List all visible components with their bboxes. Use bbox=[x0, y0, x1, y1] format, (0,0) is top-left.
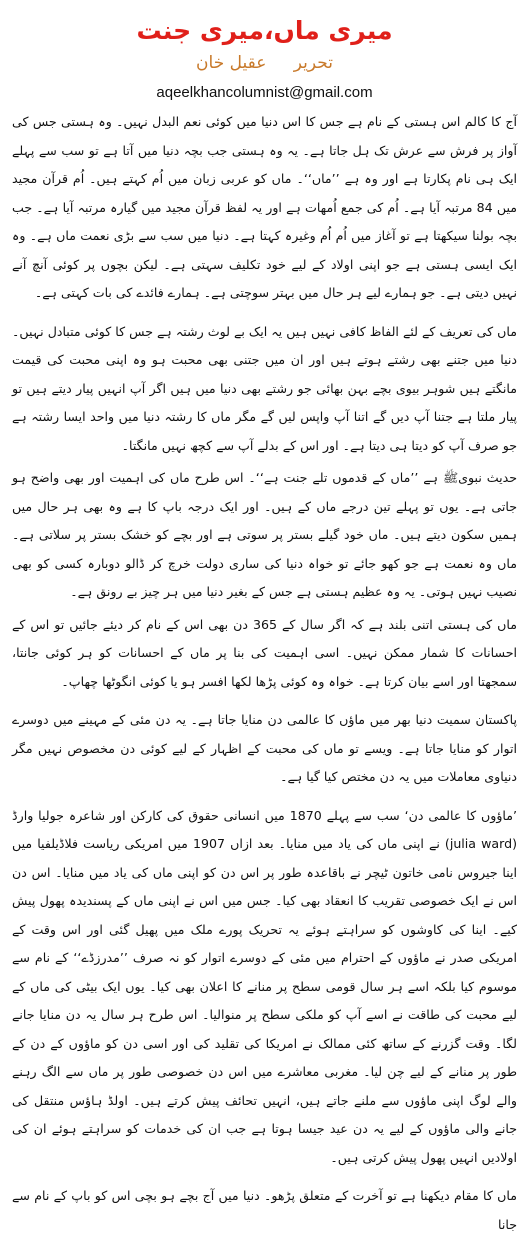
paragraph-history: ’ماؤوں کا عالمی دن‘ سب سے پہلے 1870 میں انسانی حقوق کی کارکن اور شاعرہ جولیا وارڈ (julia ward) نے اپنی ماں کی یاد میں منایا۔ بعد ازاں 1907 میں امریکی ریاست فلاڈیلفیا میں اینا جیروس نامی خاتون ٹیچر نے باقاعدہ طور پر اس دن کو اپنی ماں کی یاد میں منایا۔ اس دن اس نے ایک خصوصی تقریب کا انعقاد بھی کیا۔ جس میں اس نے اپنی ماں کے پسندیدہ پھول پیش کیے۔ اینا کی کاوشوں کو سراہتے ہوئے یہ تحریک پورے ملک میں پھیل گئی اور اس وقت کے امریکی صدر نے ماؤوں کے احترام میں مئی کے دوسرے اتوار کو نہ صرف ’’مدرزڈے‘‘ کے نام سے موسوم کیا بلکہ اسے ہر سال قومی سطح پر منانے کا اعلان بھی کیا۔ یوں ایک بیٹی کی ماں کے لیے محبت کی طاقت نے اسے آپ کو ملکی سطح پر منوالیا۔ اس طرح ہر سال یہ دن منایا جانے لگا۔ وقت گزرنے کے ساتھ کئی ممالک نے امریکا کی تقلید کی اور اسی دن کو ماؤوں کے دن کے طور پر منانے کے لیے چن لیا۔ مغربی معاشرے میں اس دن خصوصی طور پر ماں سے الگ رہنے والے لوگ اپنی ماؤوں سے ملنے جاتے ہیں، انہیں تحائف پیش کرتے ہیں۔ اولڈ ہاؤس منتقل کی جانے والی ماؤوں کے لیے یہ دن عید جیسا ہوتا ہے جب ان کی خدمات کو سراہتے ہوئے ان کی اولادیں انہیں پھول پیش کرتی ہیں۔ bbox=[12, 807, 518, 1165]
paragraph-hadith: حدیث نبویﷺ ہے ’’ماں کے قدموں تلے جنت ہے‘‘۔ اس طرح ماں کی اہمیت اور بھی واضح ہو جاتی ہے۔ یوں تو پہلے تین درجے ماں کے ہیں۔ اور ایک درجہ باپ کا ہے وہ بھی ہر حال میں ہمیں سکون دیتے ہیں۔ ماں خود گیلے بستر پر سوتی ہے اور بچے کو خشک بستر پر سلاتی ہے۔ ماں وہ نعمت ہے جو کھو جائے تو خواہ دنیا کی ساری دولت خرچ کر ڈالو دوبارہ کسی کو بھی نصیب نہیں ہوتی۔ یہ وہ عظیم ہستی ہے جس کے بغیر دنیا میں ہر چیز بے رونق ہے۔ bbox=[12, 470, 517, 599]
paragraph-mothers-day: پاکستان سمیت دنیا بھر میں ماؤں کا عالمی دن منایا جاتا ہے۔ یہ دن مئی کے مہینے میں دوسرے اتوار کو منایا جاتا ہے۔ ویسے تو ماں کی محبت کے اظہار کے لیے کوئی دن مخصوص نہیں مگر دنیاوی معاملات میں یہ دن مختص کیا گیا ہے۔ bbox=[12, 712, 517, 784]
paragraph-closing: ماں کا مقام دیکھنا ہے تو آخرت کے متعلق پڑھو۔ دنیا میں آج بچے ہو بچی اس کو باپ کے نام سے جانا bbox=[12, 1188, 517, 1232]
byline bbox=[12, 50, 517, 76]
article-title: میری ماں،میری جنت bbox=[136, 16, 393, 45]
byline-prefix: تحریر bbox=[293, 53, 333, 73]
author-name: عقیل خان bbox=[196, 53, 267, 73]
paragraph-intro: آج کا کالم اس ہستی کے نام ہے جس کا اس دنیا میں کوئی نعم البدل نہیں۔ وہ ہستی جس کی آواز پر فرش سے عرش تک ہل جاتا ہے۔ یہ وہ ہستی جب بچہ دنیا میں آتا ہے تو سب سے پہلے ایک ہی نام پکارتا ہے اور وہ ہے ’’ماں‘‘۔ ماں کو عربی زبان میں اُم کہتے ہیں۔ اُم قرآن مجید میں 84 مرتبہ آیا ہے۔ اُم کی جمع اُمھات ہے اور یہ لفظ قرآن مجید میں گیارہ مرتبہ آیا ہے۔ جب بچہ بولنا سیکھتا ہے تو آغاز میں اُم اُم وغیرہ کہتا ہے۔ دنیا میں سب سے بڑی نعمت ماں ہے۔ وہ ایک ایسی ہستی ہے جو اپنی اولاد کے لیے خود تکلیف سہتی ہے۔ لیکن بچوں پر کوئی آنچ آنے نہیں دیتی ہے۔ جو ہمارے لیے ہر حال میں بہتر سوچتی ہے۔ ہمارے فائدے کی بات کہتی ہے۔ bbox=[12, 114, 517, 300]
paragraph-relationship: ماں کی تعریف کے لئے الفاظ کافی نہیں ہیں یہ ایک بے لوث رشتہ ہے جس کا کوئی متبادل نہیں۔ دنیا میں جتنے بھی رشتے ہوتے ہیں اور ان میں جتنی بھی محبت ہو وہ اپنی محبت کی قیمت مانگتے ہیں شوہر بیوی بچے بہن بھائی جو رشتے بھی دنیا میں ہیں اگر آپ انہیں پیار دیتے ہیں تو پیار ملتا ہے جتنا آپ دیں گے اتنا آپ واپس لیں گے مگر ماں کا رشتہ دنیا میں واحد ایسا رشتہ ہے جو صرف آپ کو دیتا ہی دیتا ہے۔ اور اس کے بدلے آپ سے کچھ نہیں مانگتا۔ bbox=[12, 323, 517, 453]
paragraph-status: ماں کی ہستی اتنی بلند ہے کہ اگر سال کے 365 دن بھی اس کے نام کر دیئے جائیں تو اس کے احسانات کا شمار ممکن نہیں۔ اسی اہمیت کی بنا پر ماں کے احسانات کو ہر کوئی جانتا، سمجھتا اور اسے بیان کرتا ہے۔ خواہ وہ کوئی پڑھا لکھا افسر ہو یا کوئی انگوٹھا چھاپ۔ bbox=[12, 616, 517, 689]
author-email: aqeelkhancolumnist@gmail.com bbox=[156, 84, 373, 101]
